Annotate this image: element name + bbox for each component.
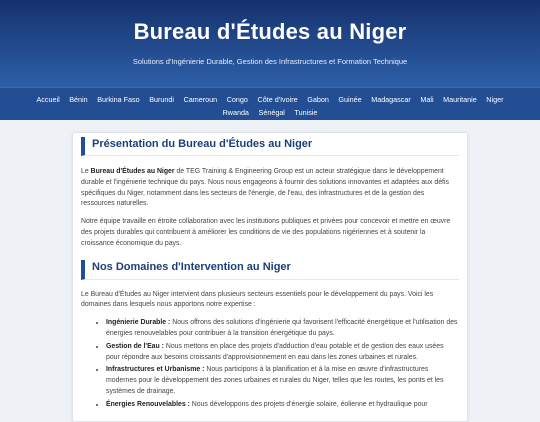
- section-heading-domaines: Nos Domaines d'Intervention au Niger: [81, 260, 459, 280]
- list-item: [106, 400, 459, 411]
- intro-lead: Le: [81, 168, 91, 175]
- nav-link-madagascar[interactable]: Madagascar: [371, 95, 411, 104]
- domaines-intro: Le Bureau d'Études au Niger intervient dans plusieurs secteurs essentiels pour le développement du pays. Voici les domaines dans lesquels nous apportons notre expertise :: [81, 290, 434, 309]
- list-item: [106, 318, 459, 340]
- nav-row-1: [0, 92, 540, 105]
- nav-link-gabon[interactable]: Gabon: [307, 95, 329, 104]
- nav-link-cote-divoire[interactable]: Côte d'Ivoire: [257, 95, 298, 104]
- content-card: [72, 132, 468, 422]
- nav-link-rwanda[interactable]: Rwanda: [222, 108, 249, 117]
- intro-rest: de TEG Training & Engineering Group est un acteur stratégique dans le développement durable et l'ingénierie technique du pays. Nous nous engageons à fournir des solutions innovantes et adaptées aux défis spécifiques du Niger, notamment dans les secteurs de l'énergie, de l'eau, des infrastructures et de la gestion des ressources naturelles.: [81, 168, 449, 208]
- nav-link-niger[interactable]: Niger: [486, 95, 504, 104]
- list-item-text: Nous participons à la planification et à la mise en œuvre d'infrastructures modernes pour le développement des zones urbaines et rurales du Niger, telles que les routes, les ponts et les systèmes de drainage.: [106, 366, 444, 395]
- page-header: [0, 0, 540, 87]
- list-item-text: Nous développons des projets d'énergie solaire, éolienne et hydraulique pour: [189, 400, 428, 408]
- list-item-text: Nous mettons en place des projets d'adduction d'eau potable et de gestion des eaux usées pour répondre aux besoins croissants d'approvisionnement en eau dans les zones urbaines et rurales.: [106, 342, 444, 361]
- list-item-text: Nous offrons des solutions d'ingénierie qui favorisent l'efficacité énergétique et l'utilisation des énergies renouvelables pour contribuer à la transition énergétique du pays.: [106, 319, 458, 337]
- list-item-title: Ingénierie Durable :: [106, 319, 171, 327]
- nav-link-cameroun[interactable]: Cameroun: [183, 95, 218, 104]
- nav-row-2: [0, 105, 540, 118]
- site-subtitle: Solutions d'Ingénierie Durable, Gestion des Infrastructures et Formation Technique: [132, 57, 408, 66]
- nav-link-congo[interactable]: Congo: [226, 95, 248, 104]
- nav-link-burkina-faso[interactable]: Burkina Faso: [97, 95, 140, 104]
- intro-bold-name: Bureau d'Études au Niger: [90, 168, 175, 175]
- list-item: [106, 365, 459, 397]
- site-title: Bureau d'Études au Niger: [133, 19, 407, 44]
- country-nav: [0, 87, 540, 120]
- nav-link-benin[interactable]: Bénin: [69, 95, 88, 104]
- list-item-title: Énergies Renouvelables :: [106, 400, 190, 408]
- intro-paragraph: [81, 167, 459, 210]
- nav-link-burundi[interactable]: Burundi: [149, 95, 174, 104]
- nav-link-guinee[interactable]: Guinée: [338, 95, 362, 104]
- team-paragraph: Notre équipe travaille en étroite collaboration avec les institutions publiques et privées pour concevoir et mettre en œuvre des projets durables qui contribuent à améliorer les conditions de vie des populations nigériennes et à soutenir la croissance économique du pays.: [81, 218, 451, 247]
- list-item-title: Gestion de l'Eau :: [106, 342, 164, 350]
- nav-link-mauritanie[interactable]: Mauritanie: [443, 95, 477, 104]
- nav-link-senegal[interactable]: Sénégal: [258, 108, 285, 117]
- section-heading-presentation: Présentation du Bureau d'Études au Niger: [81, 137, 459, 156]
- list-item-title: Infrastructures et Urbanisme :: [106, 366, 205, 374]
- nav-link-accueil[interactable]: Accueil: [36, 95, 60, 104]
- nav-link-tunisie[interactable]: Tunisie: [294, 108, 318, 117]
- list-item: [106, 342, 459, 364]
- domaines-list: [81, 318, 459, 410]
- nav-link-mali[interactable]: Mali: [420, 95, 434, 104]
